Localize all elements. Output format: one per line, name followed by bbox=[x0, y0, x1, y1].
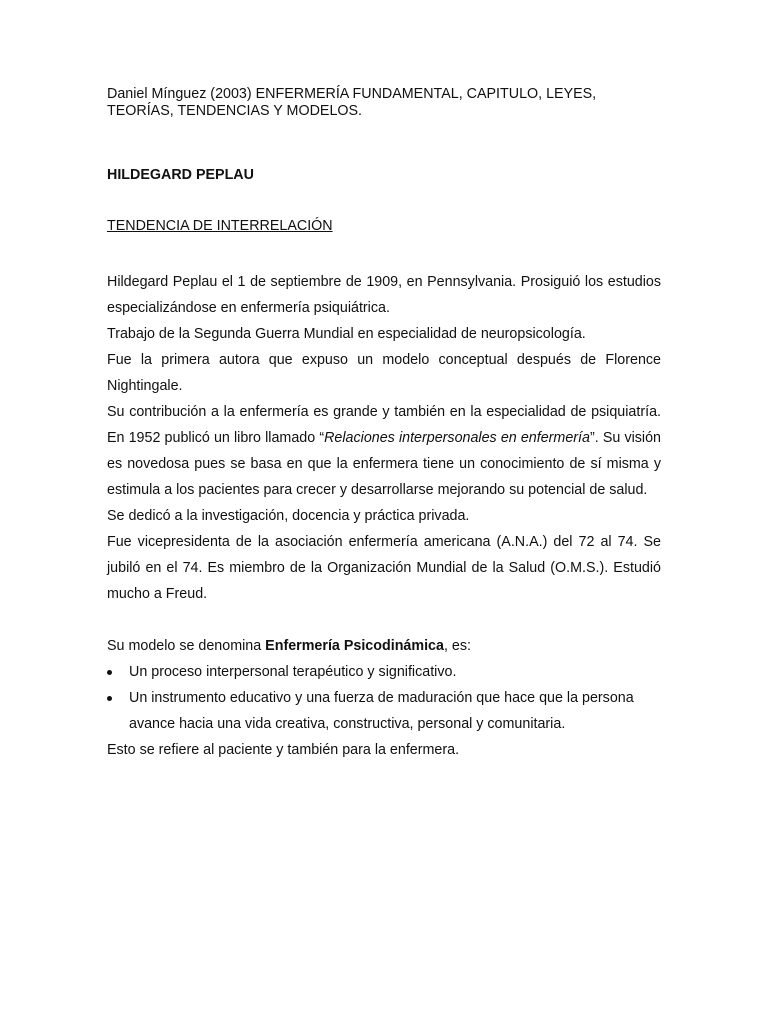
paragraph-first-author: Fue la primera autora que expuso un modelo conceptual después de Florence Nightingale. bbox=[107, 352, 661, 394]
paragraph-war-work: Trabajo de la Segunda Guerra Mundial en especialidad de neuropsicología. bbox=[107, 326, 586, 342]
citation: Daniel Mínguez (2003) ENFERMERÍA FUNDAMENTAL, CAPITULO, LEYES, TEORÍAS, TENDENCIAS Y MODELOS. bbox=[107, 86, 597, 119]
contribution-text: Su contribución a la enfermería es grande y también en la especialidad de psiquiatría. En 1952 publicó un libro llamado “ bbox=[107, 404, 661, 446]
list-item-text: Un instrumento educativo y una fuerza de maduración que hace que la persona avance hacia una vida creativa, constructiva, personal y comunitaria. bbox=[129, 690, 634, 732]
document-heading: HILDEGARD PEPLAU bbox=[107, 167, 254, 183]
paragraph-gap bbox=[107, 607, 661, 633]
bullet-icon bbox=[107, 670, 112, 675]
paragraph-model-intro bbox=[107, 633, 661, 659]
model-name: Enfermería Psicodinámica bbox=[265, 638, 444, 654]
model-bullet-list bbox=[107, 659, 661, 737]
model-intro-text: Su modelo se denomina bbox=[107, 638, 266, 654]
body-text bbox=[107, 269, 661, 763]
book-title: Relaciones interpersonales en enfermería bbox=[324, 430, 590, 446]
section-subheading: TENDENCIA DE INTERRELACIÓN bbox=[107, 218, 333, 234]
list-item bbox=[107, 685, 661, 737]
contribution-text-continued: ”. Su visión es novedosa pues se basa en que la enfermera tiene un conocimiento de sí misma y estimula a los pacientes para crecer y desarrollarse mejorando su potencial de salud. bbox=[107, 430, 662, 498]
model-intro-end: , es: bbox=[443, 638, 471, 654]
paragraph-contribution bbox=[107, 399, 661, 503]
list-item-text: Un proceso interpersonal terapéutico y significativo. bbox=[129, 664, 457, 680]
paragraph-research: Se dedicó a la investigación, docencia y práctica privada. bbox=[107, 508, 470, 524]
document-page bbox=[107, 86, 662, 758]
paragraph-closing: Esto se refiere al paciente y también para la enfermera. bbox=[107, 742, 460, 758]
list-item bbox=[107, 659, 661, 685]
paragraph-vice-president: Fue vicepresidenta de la asociación enfermería americana (A.N.A.) del 72 al 74. Se jubiló en el 74. Es miembro de la Organización Mundial de la Salud (O.M.S.). Estudió mucho a Freud. bbox=[107, 534, 661, 602]
bullet-icon bbox=[107, 696, 112, 701]
paragraph-biography: Hildegard Peplau el 1 de septiembre de 1909, en Pennsylvania. Prosiguió los estudios especializándose en enfermería psiquiátrica. bbox=[107, 274, 661, 316]
